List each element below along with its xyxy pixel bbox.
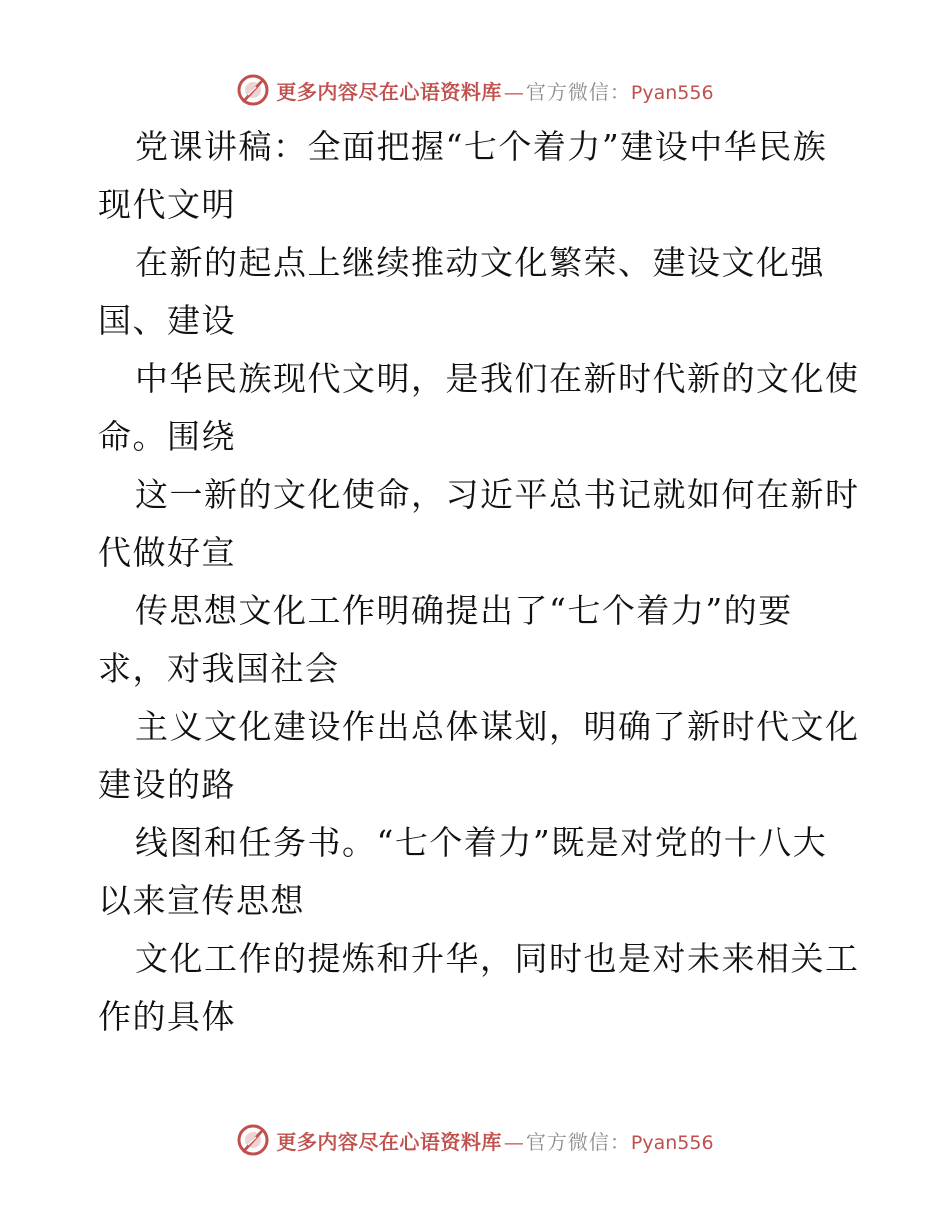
paragraph-line: 传思想文化工作明确提出了“七个着力”的要 bbox=[135, 591, 793, 630]
quill-pen-logo-icon bbox=[236, 1123, 270, 1157]
footer-separator: — bbox=[503, 1129, 524, 1154]
header-wechat-id: Pyan556 bbox=[630, 81, 714, 104]
paragraph-line: 党课讲稿：全面把握“七个着力”建设中华民族 bbox=[135, 127, 828, 166]
paragraph-line: 代做好宣 bbox=[98, 533, 236, 572]
quill-pen-logo-icon bbox=[236, 73, 270, 107]
paragraph-line: 国、建设 bbox=[98, 301, 236, 340]
paragraph-line: 中华民族现代文明，是我们在新时代新的文化使 bbox=[135, 359, 860, 398]
paragraph-line: 在新的起点上继续推动文化繁荣、建设文化强 bbox=[135, 243, 825, 282]
paragraph-line: 作的具体 bbox=[98, 997, 236, 1036]
footer-official-label: 官方微信： bbox=[525, 1129, 631, 1154]
header-site-name: 更多内容尽在心语资料库 bbox=[276, 79, 502, 104]
header-text bbox=[276, 76, 713, 105]
paragraph-1 bbox=[98, 118, 858, 234]
paragraph-line: 求，对我国社会 bbox=[98, 649, 340, 688]
header-official-label: 官方微信： bbox=[525, 79, 631, 104]
paragraph-6 bbox=[98, 698, 858, 814]
paragraph-line: 命。围绕 bbox=[98, 417, 236, 456]
document-body bbox=[98, 118, 858, 1046]
paragraph-8 bbox=[98, 930, 858, 1046]
paragraph-2 bbox=[98, 234, 858, 350]
paragraph-line: 主义文化建设作出总体谋划，明确了新时代文化 bbox=[135, 707, 860, 746]
paragraph-line: 现代文明 bbox=[98, 185, 236, 224]
paragraph-7 bbox=[98, 814, 858, 930]
paragraph-line: 这一新的文化使命，习近平总书记就如何在新时 bbox=[135, 475, 860, 514]
header-banner bbox=[0, 70, 950, 110]
footer-banner bbox=[0, 1120, 950, 1160]
paragraph-5 bbox=[98, 582, 858, 698]
footer-wechat-id: Pyan556 bbox=[630, 1131, 714, 1154]
paragraph-line: 线图和任务书。“七个着力”既是对党的十八大 bbox=[135, 823, 828, 862]
footer-text bbox=[276, 1126, 713, 1155]
paragraph-line: 以来宣传思想 bbox=[98, 881, 305, 920]
paragraph-4 bbox=[98, 466, 858, 582]
paragraph-3 bbox=[98, 350, 858, 466]
header-separator: — bbox=[503, 79, 524, 104]
paragraph-line: 文化工作的提炼和升华，同时也是对未来相关工 bbox=[135, 939, 860, 978]
paragraph-line: 建设的路 bbox=[98, 765, 236, 804]
footer-site-name: 更多内容尽在心语资料库 bbox=[276, 1129, 502, 1154]
